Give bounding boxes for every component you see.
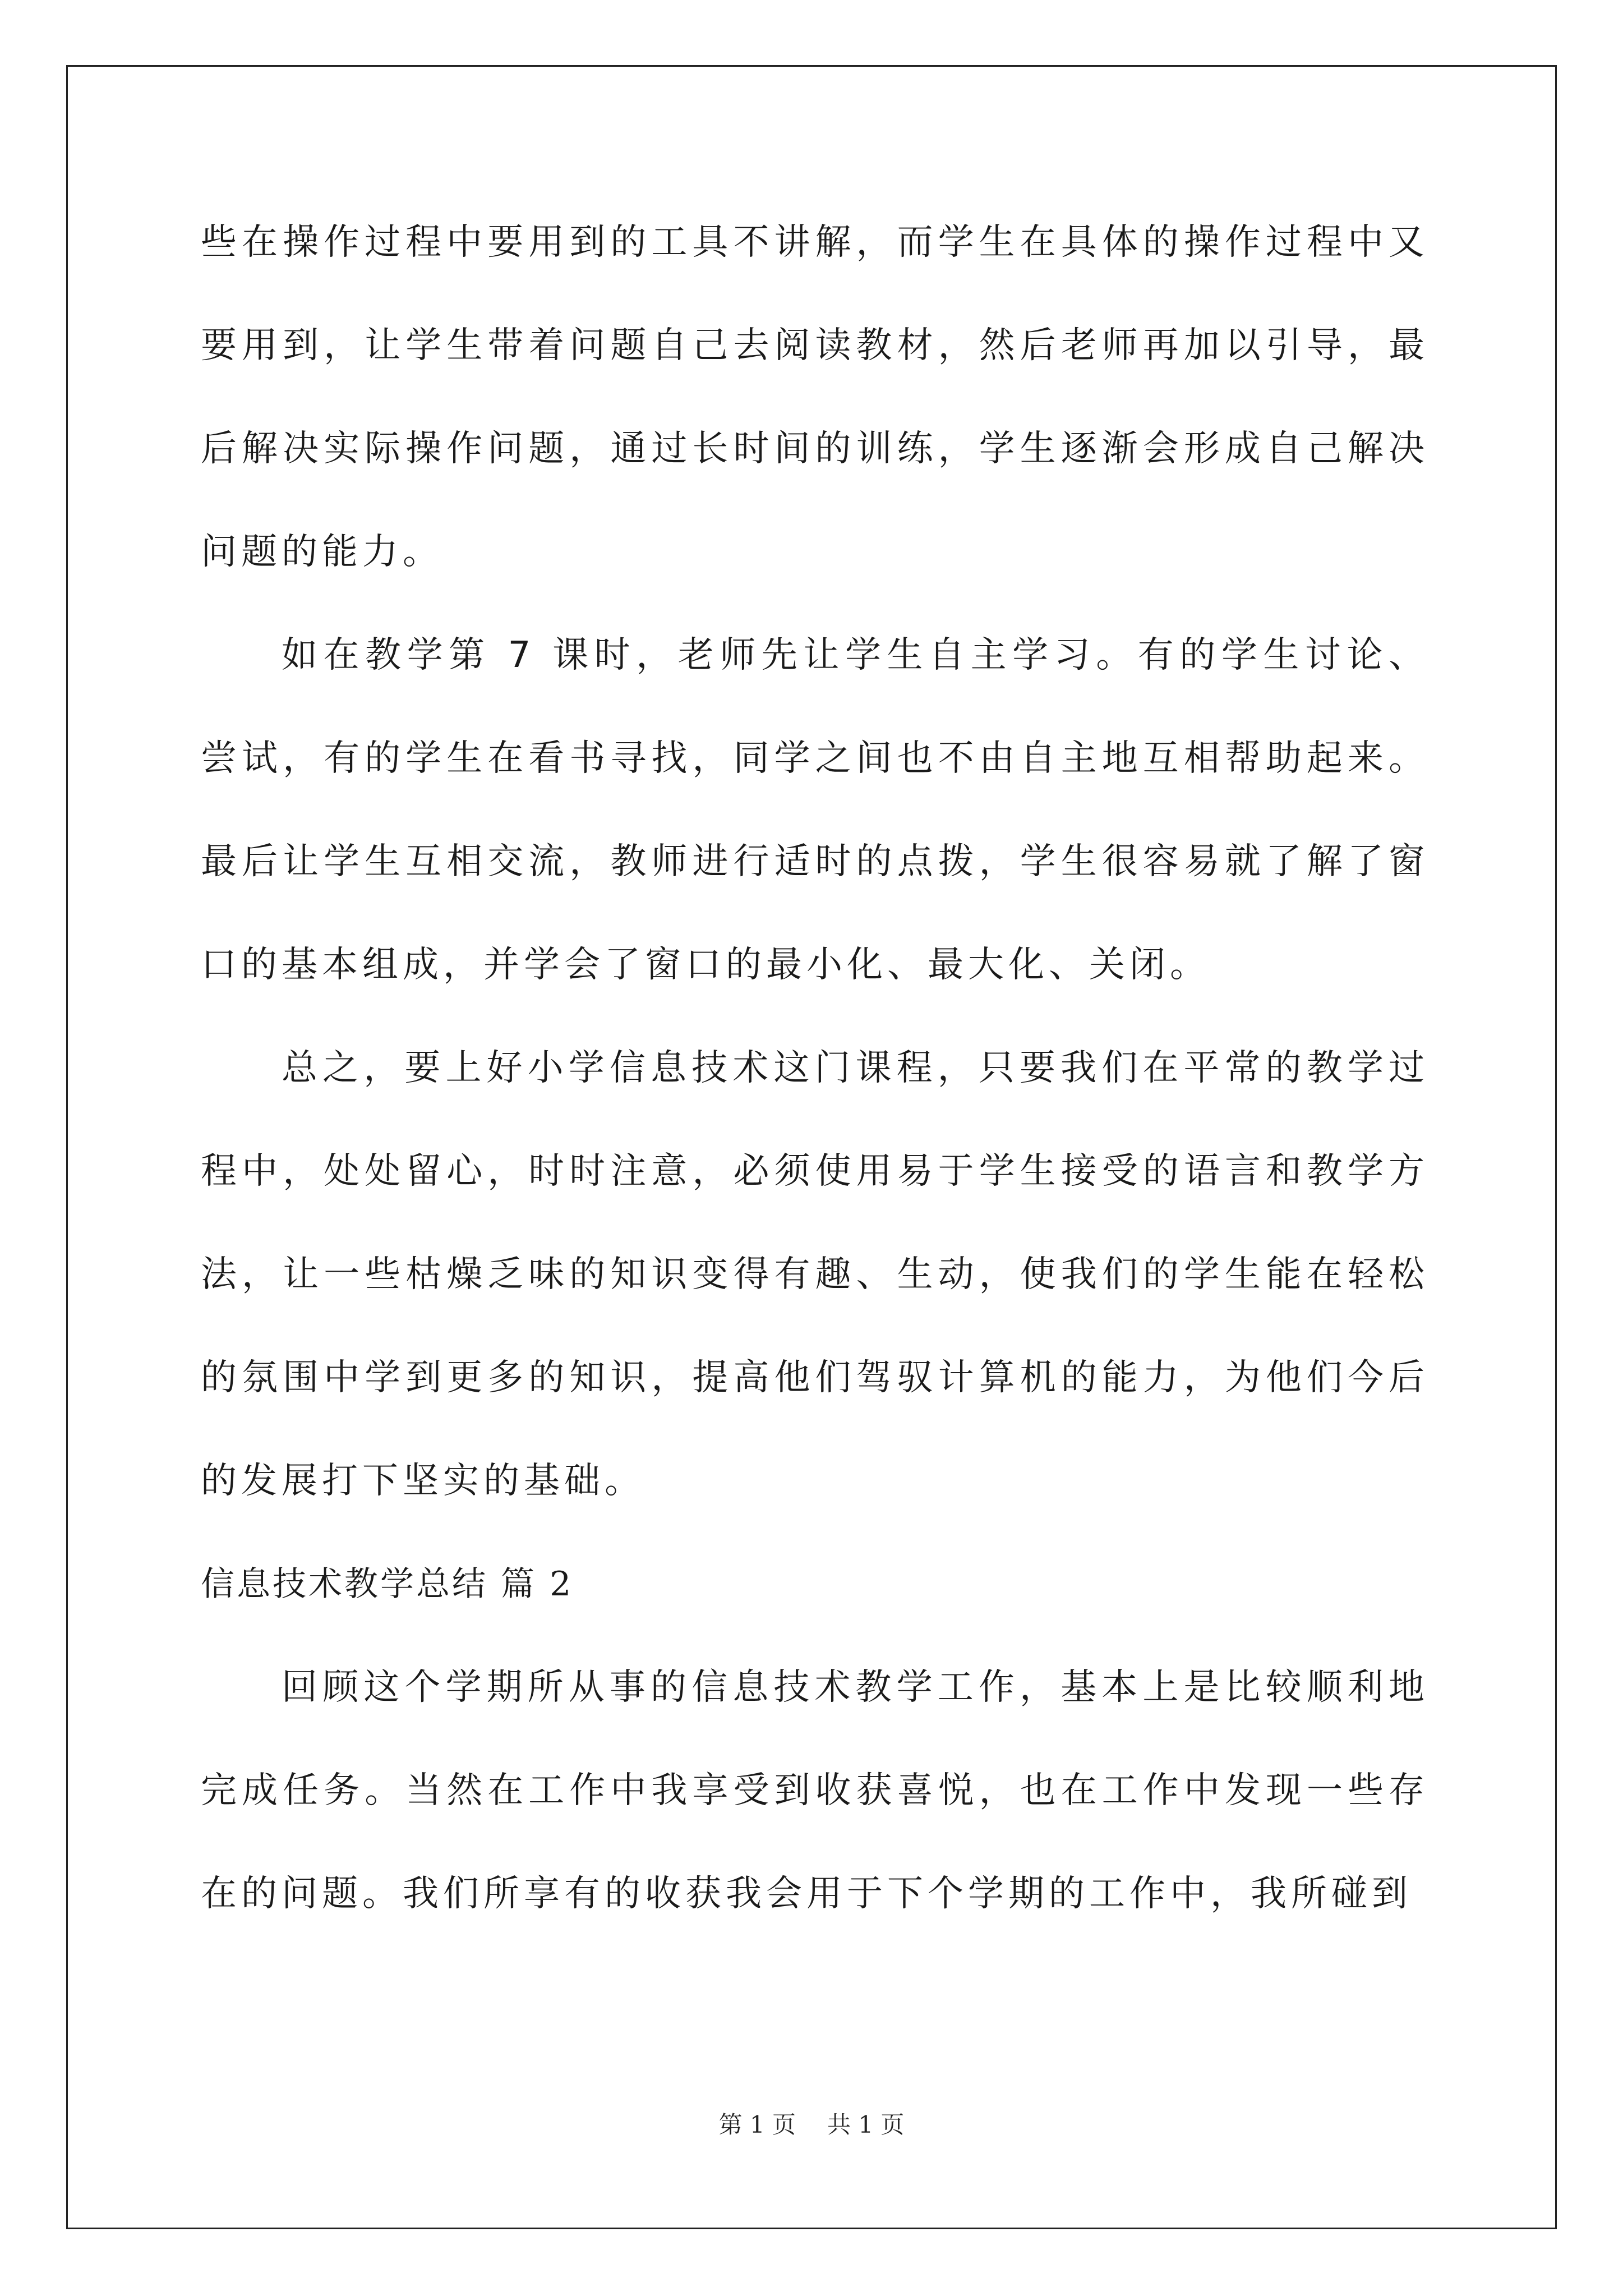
- page-number-current: 第 1 页: [718, 2111, 796, 2138]
- page-number-total: 共 1 页: [827, 2111, 905, 2138]
- section-heading: 信息技术教学总结 篇 2: [201, 1565, 574, 1604]
- document-body: [201, 191, 1429, 1945]
- paragraph-2: 如在教学第 7 课时，老师先让学生自主学习。有的学生讨论、尝试，有的学生在看书寻找，同学之间也不由自主地互相帮助起来。最后让学生互相交流，教师进行适时的点拨，学生很容易就了解了窗口的基本组成，并学会了窗口的最小化、最大化、关闭。: [201, 634, 1429, 986]
- paragraph-3: 总之，要上好小学信息技术这门课程，只要我们在平常的教学过程中，处处留心，时时注意，必须使用易于学生接受的语言和教学方法，让一些枯燥乏味的知识变得有趣、生动，使我们的学生能在轻松的氛围中学到更多的知识，提高他们驾驭计算机的能力，为他们今后的发展打下坚实的基础。: [201, 1047, 1429, 1502]
- paragraph-4: 回顾这个学期所从事的信息技术教学工作，基本上是比较顺利地完成任务。当然在工作中我享受到收获喜悦，也在工作中发现一些存在的问题。我们所享有的收获我会用于下个学期的工作中，我所碰到: [201, 1667, 1429, 1915]
- page-footer: [0, 2106, 1623, 2140]
- paragraph-1: 些在操作过程中要用到的工具不讲解，而学生在具体的操作过程中又要用到，让学生带着问题自己去阅读教材，然后老师再加以引导，最后解决实际操作问题，通过长时间的训练，学生逐渐会形成自己解决问题的能力。: [201, 222, 1429, 573]
